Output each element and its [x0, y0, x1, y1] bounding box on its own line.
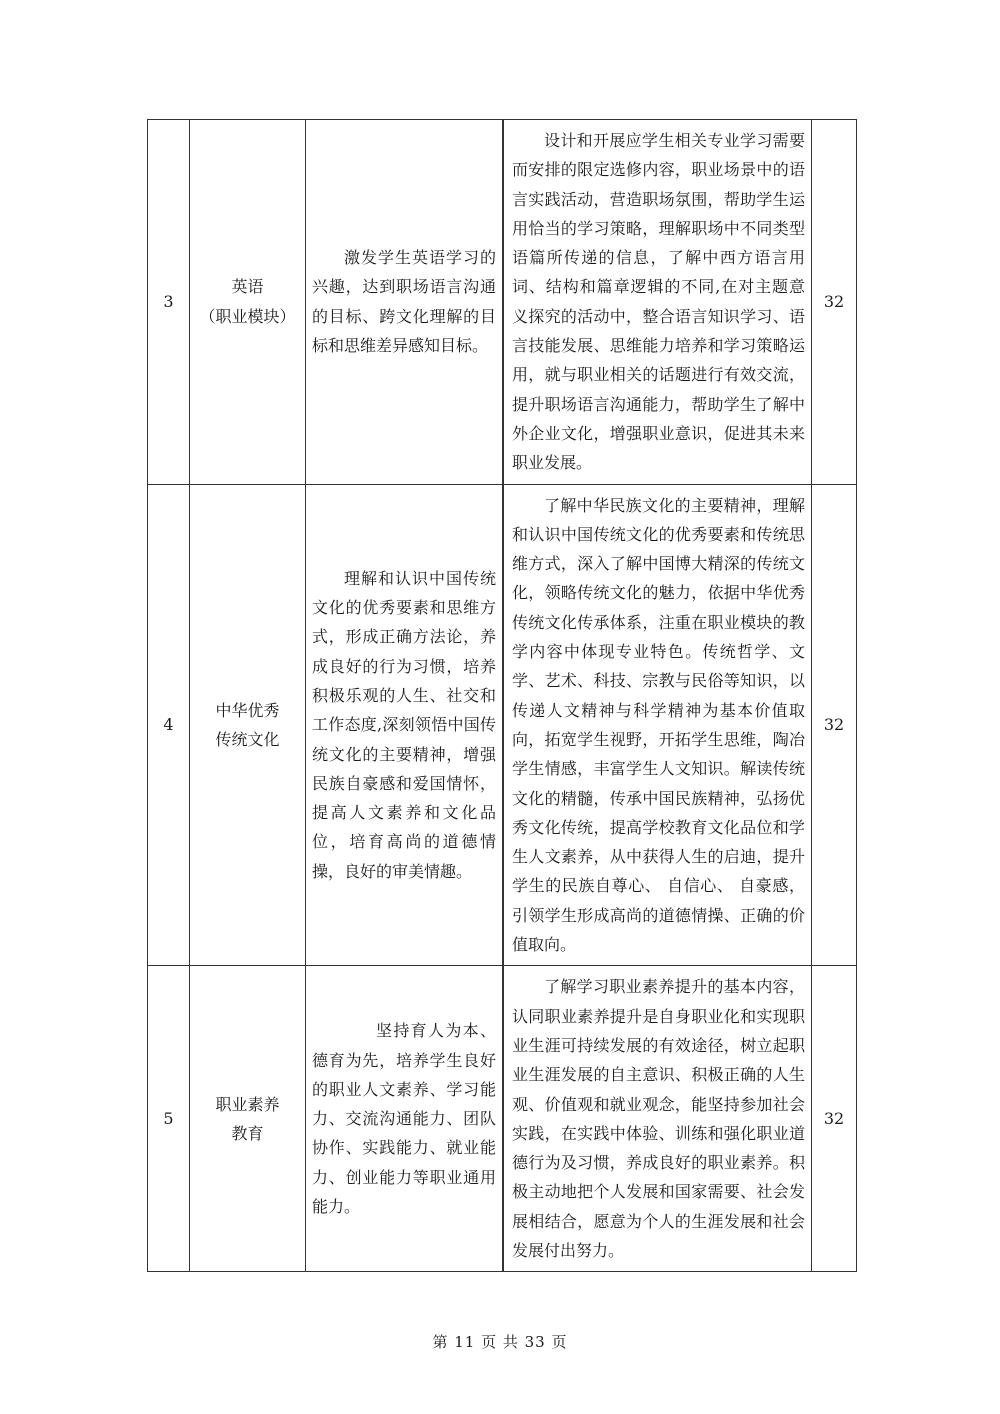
course-name-line: 职业素养	[215, 1094, 280, 1114]
course-hours: 32	[812, 966, 857, 1272]
table-row	[148, 484, 857, 966]
course-goal-text: 激发学生英语学习的兴趣，达到职场语言沟通的目标、跨文化理解的目标和思维差异感知目标。	[312, 248, 496, 356]
course-goal	[306, 484, 504, 966]
course-name-line: 英语	[231, 277, 264, 297]
course-name-line: 中华优秀	[215, 700, 280, 720]
course-name-line: 传统文化	[215, 729, 280, 749]
course-content	[503, 484, 812, 966]
row-number: 3	[148, 120, 190, 485]
course-hours: 32	[812, 484, 857, 966]
course-name	[190, 484, 306, 966]
course-name	[190, 966, 306, 1272]
course-hours: 32	[812, 120, 857, 485]
course-name	[190, 120, 306, 485]
course-goal	[306, 966, 504, 1272]
course-name-line: （职业模块）	[199, 306, 296, 326]
table-row	[148, 120, 857, 485]
course-table	[147, 119, 857, 1272]
table-row	[148, 966, 857, 1272]
course-goal	[306, 120, 504, 485]
row-number: 5	[148, 966, 190, 1272]
page-footer: 第 11 页 共 33 页	[432, 1333, 568, 1351]
course-content-text: 了解学习职业素养提升的基本内容，认同职业素养提升是自身职业化和实现职业生涯可持续发展的有效途径，树立起职业生涯发展的自主意识、积极正确的人生观、价值观和就业观念，能坚持参加社会实践，在实践中体验、训练和强化职业道德行为及习惯，养成良好的职业素养。积极主动地把个人发展和国家需要、社会发展相结合，愿意为个人的生涯发展和社会发展付出努力。	[512, 977, 805, 1260]
course-content-text: 了解中华民族文化的主要精神，理解和认识中国传统文化的优秀要素和传统思维方式，深入了解中国博大精深的传统文化，领略传统文化的魅力，依据中华优秀传统文化传承体系，注重在职业模块的教学内容中体现专业特色。传统哲学、文学、艺术、科技、宗教与民俗等知识，以传递人文精神与科学精神为基本价值取向，拓宽学生视野，开拓学生思维，陶冶学生情感，丰富学生人文知识。解读传统文化的精髓，传承中国民族精神，弘扬优秀文化传统，提高学校教育文化品位和学生人文素养，从中获得人生的启迪，提升学生的民族自尊心、 自信心、 自豪感，引领学生形成高尚的道德情操、正确的价值取向。	[512, 495, 805, 955]
course-name-line: 教育	[231, 1123, 264, 1143]
course-goal-text: 坚持育人为本、德育为先，培养学生良好的职业人文素养、学习能力、交流沟通能力、团队协作、实践能力、就业能力、创业能力等职业通用能力。	[312, 1021, 496, 1217]
row-number: 4	[148, 484, 190, 966]
course-content	[503, 966, 812, 1272]
course-content	[503, 120, 812, 485]
course-content-text: 设计和开展应学生相关专业学习需要而安排的限定选修内容，职业场景中的语言实践活动，营造职场氛围，帮助学生运用恰当的学习策略，理解职场中不同类型语篇所传递的信息，了解中西方语言用词、结构和篇章逻辑的不同,在对主题意义探究的活动中，整合语言知识学习、语言技能发展、思维能力培养和学习策略运用，就与职业相关的话题进行有效交流，提升职场语言沟通能力，帮助学生了解中外企业文化，增强职业意识，促进其未来职业发展。	[512, 131, 805, 473]
course-goal-text: 理解和认识中国传统文化的优秀要素和思维方式，形成正确方法论，养成良好的行为习惯，培养积极乐观的人生、社交和工作态度,深刻领悟中国传统文化的主要精神，增强民族自豪感和爱国情怀，提高人文素养和文化品位，培育高尚的道德情操，良好的审美情趣。	[312, 568, 496, 881]
